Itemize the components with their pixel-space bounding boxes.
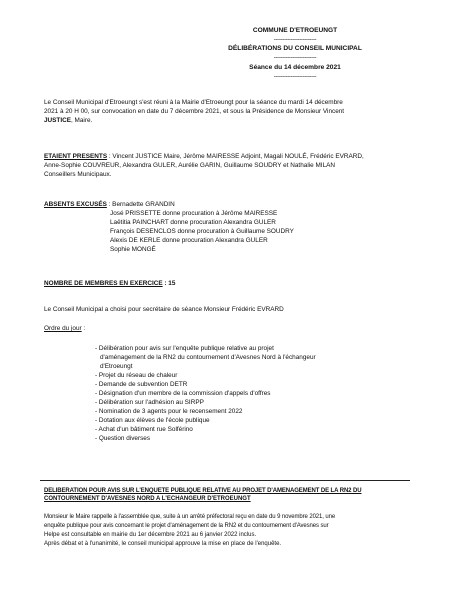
- agenda-item: - Question diverses: [95, 435, 151, 442]
- members-line: [44, 280, 175, 288]
- commune-title: COMMUNE D'ETROEUNGT: [252, 27, 338, 34]
- separator: -------------------------: [273, 74, 317, 80]
- agenda-label: Ordre du jour: [44, 325, 82, 332]
- absent-entry: Laëtitia PAINCHART donne procuration Alexandra GULER: [110, 219, 276, 226]
- absent-entry: Sophie MONGÉ: [110, 246, 156, 253]
- agenda-item: - Désignation d'un membre de la commission d'appels d'offres: [95, 390, 271, 397]
- agenda-item: d'Etroeungt: [100, 363, 133, 370]
- agenda-item: - Délibération sur l'adhésion au SIRPP: [95, 399, 204, 406]
- agenda-item: - Achat d'un bâtiment rue Solférino: [95, 426, 193, 433]
- absent-entry: Alexis DE KERLE donne procuration Alexandra GULER: [110, 237, 268, 244]
- presents-line: Conseillers Municipaux.: [44, 171, 112, 178]
- members-label: NOMBRE DE MEMBRES EN EXERCICE: [44, 280, 163, 287]
- deliberation-body: Monsieur le Maire rappelle à l'assemblée que, suite à un arrêté préfectoral reçu en date du 9 novembre 2021, une: [44, 514, 336, 520]
- document-title: DÉLIBÉRATIONS DU CONSEIL MUNICIPAL: [228, 45, 362, 52]
- deliberation-title: DELIBERATION POUR AVIS SUR L'ENQUETE PUBLIQUE RELATIVE AU PROJET D'AMENAGEMENT DE LA RN2 DU: [44, 488, 362, 494]
- mayor-name: JUSTICE: [44, 117, 71, 124]
- agenda-item: - Délibération pour avis sur l'enquête publique relative au projet: [95, 345, 274, 352]
- deliberation-body: Après débat et à l'unanimité, le conseil municipal approuve la mise en place de l'enquête.: [44, 541, 282, 547]
- absents-line: ABSENTS EXCUSÉS : Bernadette GRANDIN: [44, 201, 175, 208]
- absents-label: ABSENTS EXCUSÉS: [44, 201, 107, 208]
- presents-line: ETAIENT PRESENTS : Vincent JUSTICE Maire, Jérôme MAIRESSE Adjoint, Magali NOULÉ, Frédéric EVRARD,: [44, 153, 364, 160]
- deliberation-title: CONTOURNEMENT D'AVESNES NORD A L'ECHANGEUR D'ETROEUNGT: [44, 496, 251, 502]
- deliberation-body: enquête publique pour avis concernant le projet d'aménagement de la RN2 et du contournement d'Avesnes sur: [44, 523, 329, 529]
- absent-entry: José PRISSETTE donne procuration à Jérôme MAIRESSE: [110, 210, 278, 217]
- deliberation-body: Helpe est consultable en mairie du 1er décembre 2021 au 6 janvier 2022 inclus.: [44, 532, 257, 538]
- agenda-item: - Dotation aux élèves de l'école publique: [95, 417, 210, 424]
- separator: -------------------------: [273, 55, 317, 61]
- agenda-heading: Ordre du jour :: [44, 325, 86, 332]
- intro-line: 2021 à 20 H 00, sur convocation en date du 7 décembre 2021, et sous la Présidence de Monsieur Vincent: [44, 108, 345, 115]
- agenda-item: - Projet du réseau de chaleur: [95, 372, 178, 379]
- intro-line: JUSTICE, Maire.: [44, 117, 93, 124]
- agenda-item: - Nomination de 3 agents pour le recensement 2022: [95, 408, 243, 415]
- section-divider: [40, 480, 410, 481]
- session-date: Séance du 14 décembre 2021: [249, 64, 341, 71]
- agenda-item: d'aménagement de la RN2 du contournement d'Avesnes Nord à l'échangeur: [100, 354, 316, 361]
- presents-line: Anne-Sophie COUVREUR, Alexandra GULER, Aurélie GARIN, Guillaume SOUDRY et Nathalie MILAN: [44, 162, 336, 169]
- agenda-item: - Demande de subvention DETR: [95, 381, 188, 388]
- intro-line: Le Conseil Municipal d'Etroeungt s'est réuni à la Mairie d'Etroeungt pour la séance du mardi 14 décembre: [44, 99, 343, 106]
- secretary-line: Le Conseil Municipal a choisi pour secrétaire de séance Monsieur Frédéric EVRARD: [44, 306, 284, 313]
- absent-entry: François DESENCLOS donne procuration à Guillaume SOUDRY: [110, 228, 294, 235]
- separator: -------------------------: [273, 37, 317, 43]
- presents-label: ETAIENT PRESENTS: [44, 153, 108, 160]
- members-count: : 15: [162, 280, 176, 287]
